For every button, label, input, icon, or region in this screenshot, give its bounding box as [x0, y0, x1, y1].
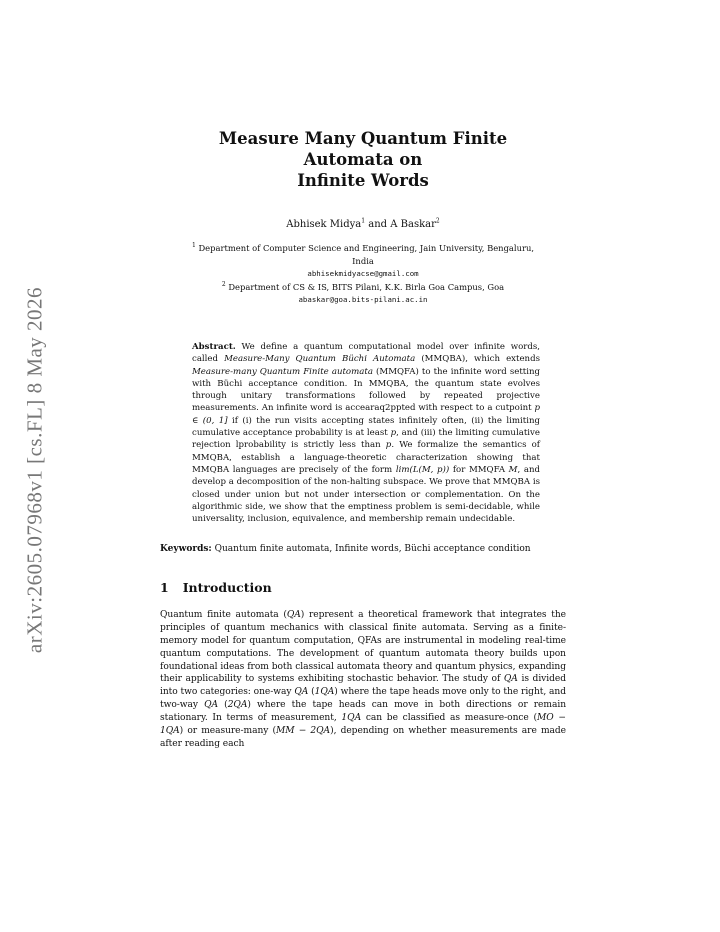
- body-math: MM − 2QA: [276, 726, 331, 737]
- body-math: QA: [286, 609, 301, 620]
- body-math: QA: [503, 674, 518, 685]
- paper-page: [160, 128, 566, 751]
- section-heading: [160, 580, 566, 595]
- body-text: (: [218, 700, 228, 711]
- affiliation-text: Department of CS & IS, BITS Pilani, K.K. Birla Goa Campus, Goa: [228, 281, 505, 292]
- body-text: (: [308, 687, 315, 698]
- affiliation-mark: 1: [191, 242, 196, 250]
- author-list: [160, 219, 566, 230]
- abstract-math: p: [390, 428, 397, 439]
- abstract-math: p: [385, 440, 392, 451]
- affiliation-mark: 2: [435, 217, 440, 225]
- body-text: ) or measure-many (: [179, 726, 277, 737]
- body-text: ) where the tape heads move only to the right, and two-way: [160, 687, 567, 711]
- body-text: is divided into two categories: one-way: [160, 674, 566, 698]
- affiliation-mark: 1: [361, 217, 366, 225]
- abstract-text: if (i) the run visits accepting states infinitely often, (ii) the limiting cumulative acceptance probability is at least: [192, 415, 540, 439]
- arxiv-identifier: arXiv:2605.07968v1 [cs.FL] 8 May 2026: [22, 286, 47, 654]
- email-link[interactable]: abhisekmidyacse@gmail.com: [307, 269, 419, 279]
- author-name: A Baskar: [390, 219, 436, 230]
- body-text: ), depending on whether measurements are made after reading each: [160, 726, 566, 749]
- abstract-label: Abstract.: [192, 341, 236, 352]
- abstract: [192, 341, 540, 525]
- abstract-emphasis: Measure-many Quantum Finite automata: [192, 366, 373, 377]
- email-link[interactable]: abaskar@goa.bits-pilani.ac.in: [298, 295, 428, 305]
- section-number: 1: [160, 579, 169, 595]
- arxiv-sidebar: [8, 270, 62, 670]
- section-title: Introduction: [182, 579, 272, 595]
- abstract-emphasis: Measure-Many Quantum Büchi Automata: [224, 354, 416, 365]
- body-text: ) where the tape heads can move in both directions or remain stationary. In terms of measurement,: [160, 700, 566, 724]
- body-math: QA: [204, 700, 219, 711]
- author-joiner: and: [365, 219, 391, 230]
- abstract-text: We define a quantum computational model over infinite words, called: [192, 341, 540, 365]
- abstract-text: . We formalize the semantics of MMQBA, establish a language-theoretic characterization showing that MMQBA languages are precisely of the form: [192, 440, 540, 475]
- paper-title: [173, 128, 553, 191]
- abstract-text: (MMQFA) to the infinite word setting with Büchi acceptance condition. In MMQBA, the quantum state evolves through unitary transformations followed by repeated projective measurements. An infinite word is accearaq2ppted with respect to a cutpoint: [192, 366, 541, 414]
- abstract-text: , and (iii) the limiting cumulative rejection lprobability is strictly less than: [192, 428, 540, 451]
- title-line-2: Infinite Words: [297, 171, 429, 190]
- abstract-math: p ∈ (0, 1]: [192, 403, 540, 426]
- abstract-text: for MMQFA: [449, 464, 509, 475]
- abstract-text: (MMQBA), which extends: [415, 354, 540, 365]
- affiliation-mark: 2: [221, 280, 226, 288]
- intro-paragraph: [160, 609, 566, 751]
- abstract-text: , and develop a decomposition of the non-halting subspace. We prove that MMQBA is closed under union but not under intersection or complementation. On the algorithmic side, we show that the emptiness problem is semi-decidable, while universality, inclusion, equivalence, and membership remain undecidable.: [192, 464, 540, 525]
- keywords: [160, 543, 566, 556]
- body-math: MO − 1QA: [160, 713, 566, 737]
- title-line-1: Measure Many Quantum Finite Automata on: [218, 129, 508, 169]
- abstract-math: M: [508, 464, 518, 475]
- keywords-label: Keywords:: [160, 544, 212, 555]
- abstract-math: lim(L(M, p)): [395, 464, 450, 475]
- body-math: QA: [294, 687, 309, 698]
- affiliation-1: [160, 242, 566, 281]
- body-math: 1QA: [314, 687, 335, 698]
- body-text: can be classified as measure-once (: [361, 713, 537, 724]
- body-text: ) represent a theoretical framework that integrates the principles of quantum mechanics with classical finite automata. Serving as a finite-memory model for quantum computation, QFAs are instrumental in modeling real-time quantum computations. The development of quantum automata theory builds upon foundational ideas from both classical automata theory and quantum physics, expanding their applicability to systems exhibiting stochastic behavior. The study of: [160, 609, 566, 685]
- affiliation-2: [160, 281, 566, 307]
- affiliation-text: India: [352, 255, 374, 266]
- affiliations: [160, 242, 566, 307]
- body-math: 1QA: [341, 713, 362, 724]
- author-name: Abhisek Midya: [286, 219, 362, 230]
- keywords-text: Quantum finite automata, Infinite words, Büchi acceptance condition: [211, 544, 531, 555]
- affiliation-text: Department of Computer Science and Engineering, Jain University, Bengaluru,: [198, 243, 535, 253]
- body-text: Quantum finite automata (: [160, 609, 287, 620]
- body-math: 2QA: [227, 700, 248, 711]
